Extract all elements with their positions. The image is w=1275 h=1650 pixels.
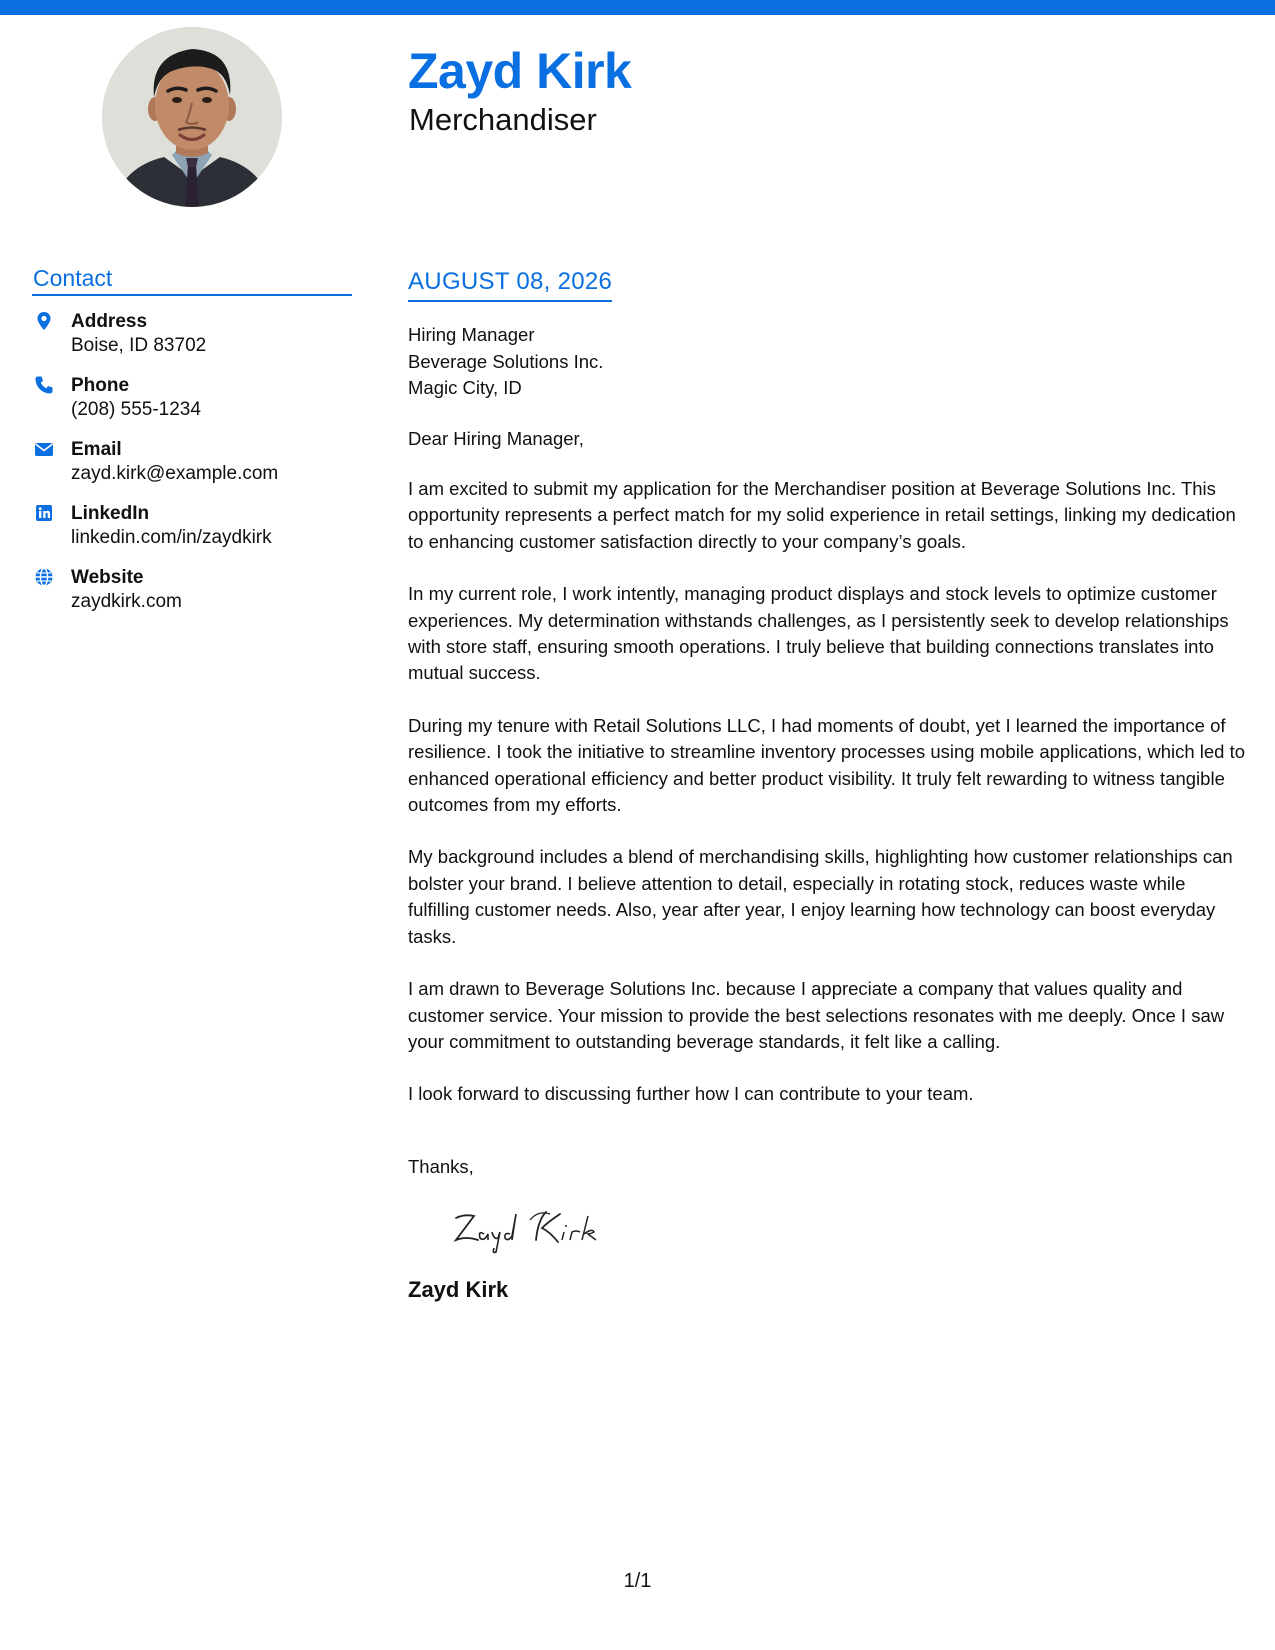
letter-paragraph: I am drawn to Beverage Solutions Inc. because I appreciate a company that values quality and customer service. Your mission to provide the best selections resonates with me deeply. Once I saw your commitment to outstanding beverage standards, it felt like a calling. [408, 978, 1225, 1052]
letter-date: AUGUST 08, 2026 [408, 268, 612, 302]
contact-value: zaydkirk.com [71, 591, 182, 612]
contact-item-website [32, 566, 352, 614]
contact-value: (208) 555-1234 [71, 399, 201, 420]
letter-paragraph: During my tenure with Retail Solutions LLC, I had moments of doubt, yet I learned the importance of resilience. I took the initiative to streamline inventory processes using mobile applications, which led to enhanced operational efficiency and better product visibility. It truly felt rewarding to witness tangible outcomes from my efforts. [408, 714, 1246, 816]
accent-top-bar [0, 0, 1275, 15]
candidate-name: Zayd Kirk [408, 43, 632, 99]
contact-item-phone [32, 374, 352, 422]
handwritten-signature [450, 1200, 640, 1258]
recipient-line: Hiring Manager [408, 324, 535, 345]
contact-value: Boise, ID 83702 [71, 335, 207, 356]
letter-paragraph: My background includes a blend of merchandising skills, highlighting how customer relationships can bolster your brand. I believe attention to detail, especially in rotating stock, reduces waste while fulfilling customer needs. Also, year after year, I enjoy learning how technology can boost everyday tasks. [408, 846, 1233, 947]
envelope-icon [34, 439, 54, 459]
letter-paragraph: In my current role, I work intently, managing product displays and stock levels to optimize customer experiences. My determination withstands challenges, as I persistently seek to develop relationships with store staff, ensuring smooth operations. I truly believe that building connections translates into mutual success. [408, 583, 1229, 684]
contact-value: linkedin.com/in/zaydkirk [71, 527, 272, 548]
linkedin-icon [34, 503, 54, 523]
contact-item-linkedin [32, 502, 352, 550]
contact-item-address [32, 310, 352, 358]
contact-sidebar [32, 265, 352, 630]
contact-label: Email [71, 439, 122, 460]
salutation: Dear Hiring Manager, [408, 427, 584, 449]
job-title: Merchandiser [409, 102, 597, 137]
contact-label: Address [71, 311, 148, 332]
recipient-line: Beverage Solutions Inc. [408, 350, 604, 372]
map-pin-icon [34, 311, 54, 331]
letter-paragraph: I am excited to submit my application for the Merchandiser position at Beverage Solutions Inc. This opportunity represents a perfect match for my solid experience in retail settings, linking my dedication to enhancing customer satisfaction directly to your company’s goals. [408, 478, 1236, 552]
letter-body [408, 268, 1248, 1303]
page-number: 1/1 [623, 1570, 652, 1592]
contact-value: zayd.kirk@example.com [71, 463, 279, 484]
letter-paragraph: I look forward to discussing further how I can contribute to your team. [408, 1083, 974, 1105]
contact-label: LinkedIn [71, 503, 150, 524]
signer-name: Zayd Kirk [408, 1276, 509, 1302]
recipient-block [408, 322, 1248, 402]
phone-icon [34, 375, 54, 395]
contact-label: Phone [71, 375, 130, 396]
contact-label: Website [71, 567, 144, 588]
closing: Thanks, [408, 1155, 474, 1177]
globe-icon [34, 567, 54, 587]
profile-photo [102, 27, 282, 207]
recipient-line: Magic City, ID [408, 377, 522, 398]
contact-item-email [32, 438, 352, 486]
contact-heading: Contact [32, 265, 352, 296]
